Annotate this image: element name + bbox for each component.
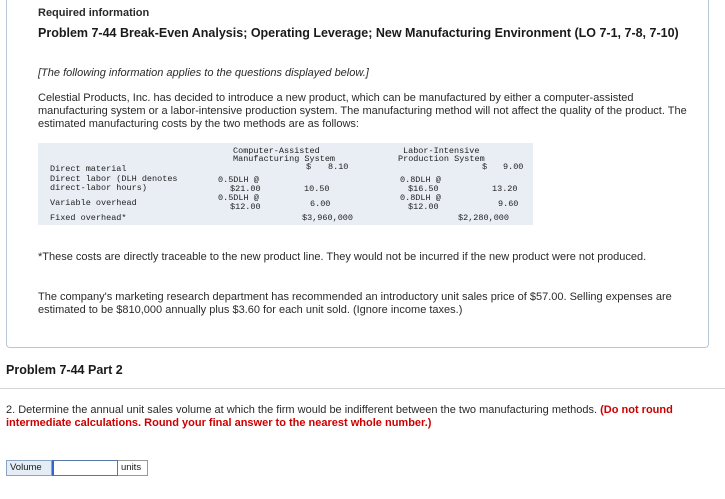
direct-material-c1-value: 8.10 (328, 162, 349, 172)
fixed-overhead-c2-value: $2,280,000 (458, 213, 510, 223)
cost-footnote: *These costs are directly traceable to the new product line. They would not be incurred if the new product were not produced. (38, 251, 647, 263)
variable-overhead-c2-value: 9.60 (498, 199, 519, 209)
col2-header-line2: Production System (398, 154, 485, 164)
part-title: Problem 7-44 Part 2 (6, 363, 123, 377)
problem-title: Problem 7-44 Break-Even Analysis; Operating Leverage; New Manufacturing Environment (LO 7-1, 7-8, 7-10) (38, 26, 679, 40)
question-main: 2. Determine the annual unit sales volume at which the firm would be indifferent between the two manufacturing methods. (6, 404, 598, 416)
direct-labor-c1-value: 10.50 (304, 184, 330, 194)
question-instructions: (Do not round intermediate calculations. Round your final answer to the nearest whole number.) (6, 404, 673, 429)
problem-description: Celestial Products, Inc. has decided to introduce a new product, which can be manufactured by either a computer-assisted manufacturing system or a labor-intensive production system. The manufacturing method will not affect the quality of the product. The estimated manufacturing costs by the two methods are as follows: (38, 92, 687, 130)
volume-label: Volume (6, 460, 52, 476)
variable-overhead-c1-rate-line2: $12.00 (230, 202, 261, 212)
direct-labor-c2-value: 13.20 (492, 184, 518, 194)
volume-input[interactable] (52, 460, 118, 476)
col2-header-line1: Labor-Intensive (403, 146, 480, 156)
required-information-label: Required information (38, 7, 150, 19)
applies-note: [The following information applies to the questions displayed below.] (38, 67, 369, 79)
units-label: units (118, 460, 148, 476)
variable-overhead-c2-rate-line1: 0.8DLH @ (400, 193, 441, 203)
direct-labor-c1-rate-line1: 0.5DLH @ (218, 175, 259, 185)
direct-material-currency1: $ (306, 162, 312, 172)
variable-overhead-label: Variable overhead (50, 198, 137, 208)
direct-material-currency2: $ (482, 162, 488, 172)
answer-row (6, 460, 148, 476)
section-divider (0, 388, 725, 389)
fixed-overhead-label: Fixed overhead* (50, 213, 127, 223)
marketing-note: The company's marketing research department has recommended an introductory unit sales price of $57.00. Selling expenses are estimated to be $810,000 annually plus $3.60 for each unit sold. (Ignore income taxes.) (38, 291, 672, 316)
variable-overhead-c1-rate-line1: 0.5DLH @ (218, 193, 259, 203)
direct-labor-c2-rate-line1: 0.8DLH @ (400, 175, 441, 185)
direct-material-label: Direct material (50, 164, 127, 174)
fixed-overhead-c1-value: $3,960,000 (302, 213, 354, 223)
direct-labor-label-line2: direct-labor hours) (50, 183, 147, 193)
direct-labor-c1-rate-line2: $21.00 (230, 184, 261, 194)
cost-table (38, 143, 533, 225)
variable-overhead-c2-rate-line2: $12.00 (408, 202, 439, 212)
col1-header-line1: Computer-Assisted (233, 146, 320, 156)
variable-overhead-c1-value: 6.00 (310, 199, 331, 209)
direct-labor-c2-rate-line2: $16.50 (408, 184, 439, 194)
col1-header-line2: Manufacturing System (233, 154, 336, 164)
direct-labor-label-line1: Direct labor (DLH denotes (50, 174, 178, 184)
direct-material-c2-value: 9.00 (503, 162, 524, 172)
question-text (6, 404, 706, 430)
